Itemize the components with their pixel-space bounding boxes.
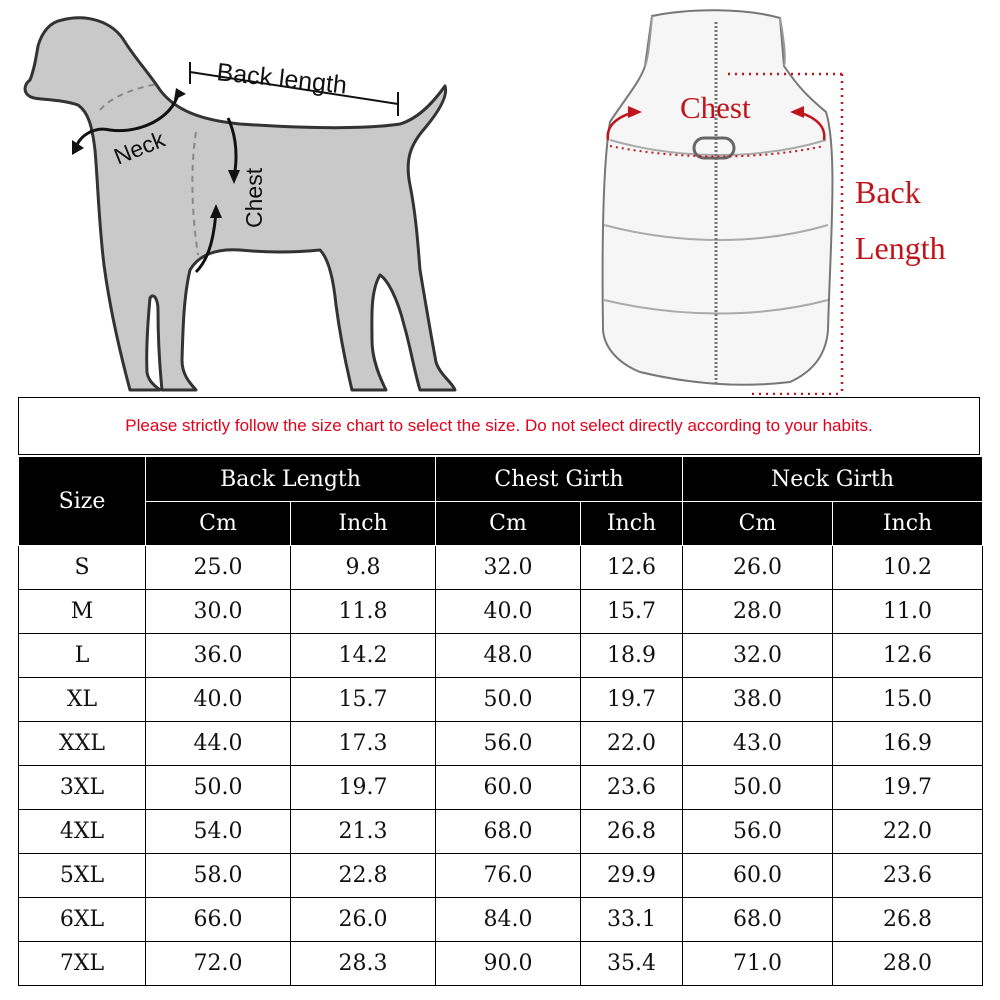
size-cell: XL (19, 678, 146, 722)
measurement-cell: 28.0 (833, 942, 983, 986)
measurement-cell: 66.0 (146, 898, 291, 942)
measurement-cell: 44.0 (146, 722, 291, 766)
neck-girth-header: Neck Girth (683, 457, 983, 502)
measurement-cell: 33.1 (581, 898, 683, 942)
measurement-cell: 22.0 (581, 722, 683, 766)
size-notice-text: Please strictly follow the size chart to select the size. Do not select directly according to your habits. (125, 416, 873, 435)
measurement-cell: 50.0 (683, 766, 833, 810)
table-row (19, 546, 983, 590)
measurement-cell: 15.7 (291, 678, 436, 722)
dog-silhouette (25, 18, 455, 390)
unit-header: Inch (291, 502, 436, 546)
measurement-cell: 11.0 (833, 590, 983, 634)
measurement-cell: 32.0 (436, 546, 581, 590)
measurement-cell: 38.0 (683, 678, 833, 722)
dog-neck-label: Neck (110, 125, 169, 170)
measurement-cell: 25.0 (146, 546, 291, 590)
measurement-cell: 26.8 (581, 810, 683, 854)
measurement-cell: 43.0 (683, 722, 833, 766)
measurement-cell: 12.6 (833, 634, 983, 678)
measurement-cell: 14.2 (291, 634, 436, 678)
vest-length-label: Length (855, 230, 946, 266)
measurement-cell: 56.0 (683, 810, 833, 854)
table-row (19, 634, 983, 678)
measurement-cell: 58.0 (146, 854, 291, 898)
unit-header: Cm (683, 502, 833, 546)
measurement-cell: 76.0 (436, 854, 581, 898)
size-cell: L (19, 634, 146, 678)
measurement-cell: 26.8 (833, 898, 983, 942)
dog-back-length-label: Back length (215, 58, 349, 100)
measurement-cell: 15.7 (581, 590, 683, 634)
measurement-cell: 19.7 (833, 766, 983, 810)
size-chart-table (18, 456, 983, 986)
chest-girth-header: Chest Girth (436, 457, 683, 502)
unit-header: Inch (581, 502, 683, 546)
unit-header: Cm (436, 502, 581, 546)
measurement-cell: 9.8 (291, 546, 436, 590)
table-row (19, 590, 983, 634)
measurement-cell: 48.0 (436, 634, 581, 678)
measurement-cell: 10.2 (833, 546, 983, 590)
measurement-cell: 22.8 (291, 854, 436, 898)
measurement-cell: 11.8 (291, 590, 436, 634)
table-unit-row (19, 502, 983, 546)
vest-back-label: Back (855, 174, 921, 210)
table-row (19, 854, 983, 898)
measurement-cell: 26.0 (291, 898, 436, 942)
measurement-cell: 54.0 (146, 810, 291, 854)
measurement-cell: 56.0 (436, 722, 581, 766)
measurement-cell: 60.0 (436, 766, 581, 810)
size-cell: 3XL (19, 766, 146, 810)
measurement-cell: 18.9 (581, 634, 683, 678)
measurement-cell: 68.0 (436, 810, 581, 854)
measurement-cell: 30.0 (146, 590, 291, 634)
size-cell: 7XL (19, 942, 146, 986)
unit-header: Cm (146, 502, 291, 546)
measurement-cell: 40.0 (436, 590, 581, 634)
illustration-area (0, 0, 1000, 395)
measurement-cell: 28.3 (291, 942, 436, 986)
measurement-cell: 35.4 (581, 942, 683, 986)
vest-chest-label: Chest (680, 90, 751, 125)
table-row (19, 942, 983, 986)
measurement-cell: 28.0 (683, 590, 833, 634)
size-column-header: Size (19, 457, 146, 546)
measurement-cell: 17.3 (291, 722, 436, 766)
back-length-header: Back Length (146, 457, 436, 502)
table-row (19, 898, 983, 942)
measurement-cell: 50.0 (146, 766, 291, 810)
size-cell: XXL (19, 722, 146, 766)
measurement-cell: 90.0 (436, 942, 581, 986)
size-notice (18, 397, 980, 455)
size-cell: 4XL (19, 810, 146, 854)
measurement-cell: 36.0 (146, 634, 291, 678)
size-cell: M (19, 590, 146, 634)
measurement-cell: 23.6 (581, 766, 683, 810)
size-cell: S (19, 546, 146, 590)
table-row (19, 722, 983, 766)
table-row (19, 810, 983, 854)
unit-header: Inch (833, 502, 983, 546)
measurement-cell: 23.6 (833, 854, 983, 898)
measurement-cell: 50.0 (436, 678, 581, 722)
measurement-cell: 21.3 (291, 810, 436, 854)
measurement-cell: 32.0 (683, 634, 833, 678)
measurement-cell: 26.0 (683, 546, 833, 590)
size-cell: 6XL (19, 898, 146, 942)
table-header-row (19, 457, 983, 502)
measurement-cell: 15.0 (833, 678, 983, 722)
measurement-cell: 72.0 (146, 942, 291, 986)
measurement-cell: 84.0 (436, 898, 581, 942)
size-table-body (19, 546, 983, 986)
measurement-cell: 60.0 (683, 854, 833, 898)
table-row (19, 766, 983, 810)
table-row (19, 678, 983, 722)
measurement-cell: 40.0 (146, 678, 291, 722)
measurement-cell: 71.0 (683, 942, 833, 986)
vest-illustration (603, 10, 946, 395)
measurement-cell: 68.0 (683, 898, 833, 942)
size-cell: 5XL (19, 854, 146, 898)
dog-chest-label: Chest (241, 167, 267, 228)
measurement-cell: 12.6 (581, 546, 683, 590)
measurement-cell: 29.9 (581, 854, 683, 898)
measurement-cell: 19.7 (581, 678, 683, 722)
measurement-cell: 19.7 (291, 766, 436, 810)
measurement-cell: 22.0 (833, 810, 983, 854)
measurement-cell: 16.9 (833, 722, 983, 766)
vest-outline (603, 10, 833, 385)
